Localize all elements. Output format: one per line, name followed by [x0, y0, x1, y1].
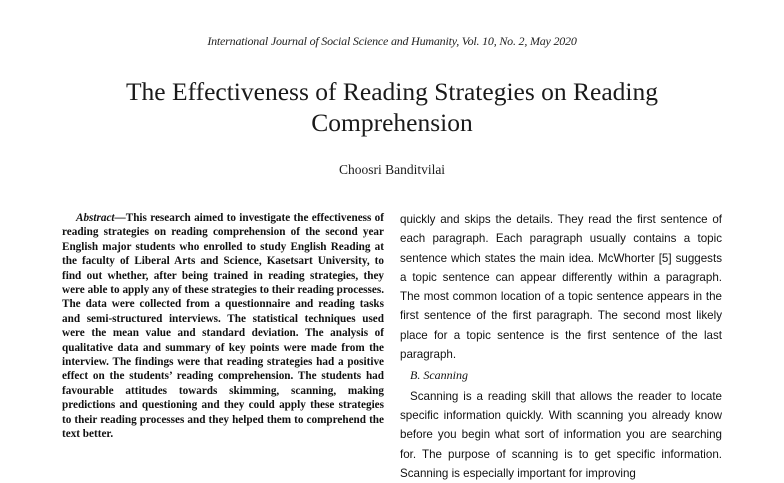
abstract-label: Abstract [76, 212, 115, 224]
abstract-column [62, 211, 384, 442]
paper-title: The Effectiveness of Reading Strategies on Reading Comprehension [125, 77, 659, 137]
scanning-paragraph: Scanning is a reading skill that allows the reader to locate specific information quickly. With scanning you already know before you begin what sort of information you are searching for. The purpose of scanning is to get specific information. Scanning is especially important for improving [400, 389, 722, 480]
section-heading-scanning: B. Scanning [410, 368, 468, 383]
body-column-right [400, 210, 722, 483]
journal-header: International Journal of Social Science and Humanity, Vol. 10, No. 2, May 2020 [207, 34, 577, 48]
author-name: Choosri Banditvilai [338, 162, 446, 177]
abstract-text: —This research aimed to investigate the effectiveness of reading strategies on reading comprehension of the second year English major students who enrolled to study English Reading at the faculty of Liberal Arts and Science, Kasetsart University, to find out whether, after being trained in reading strategies, they were able to apply any of these strategies to their reading processes. The data were collected from a questionnaire and reading tasks and semi-structured interviews. The statistical techniques used were the mean value and standard deviation. The analysis of qualitative data and summary of key points were made from the interview. The findings were that reading strategies had a positive effect on the students’ reading comprehension. The students had favourable attitudes towards skimming, scanning, making predictions and questioning and they could apply these strategies to their reading processes and they helped them to comprehend the text better. [62, 212, 384, 441]
skimming-continuation-paragraph: quickly and skips the details. They read the first sentence of each paragraph. Each paragraph usually contains a topic sentence which states the main idea. McWhorter [5] suggests a topic sentence can appear differently within a paragraph. The most common location of a topic sentence appears in the first sentence of the first paragraph. The second most likely place for a topic sentence is the first sentence of the last paragraph. [400, 213, 722, 362]
abstract-paragraph [62, 211, 384, 442]
